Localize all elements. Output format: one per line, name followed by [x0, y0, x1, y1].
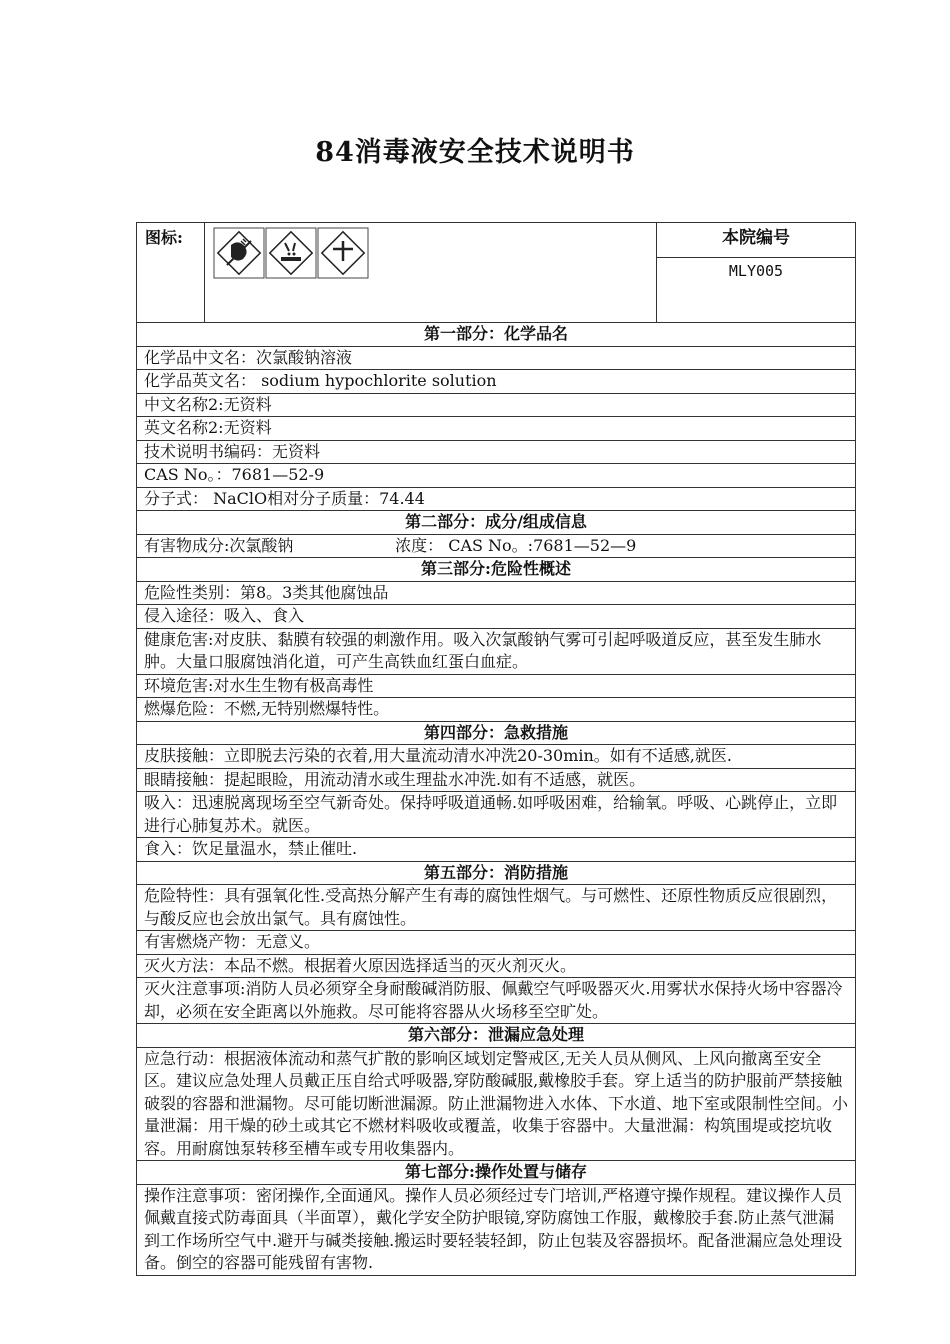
section-row: 健康危害:对皮肤、黏膜有较强的刺激作用。吸入次氯酸钠气雾可引起呼吸道反应，甚至发生肺水肿。大量口服腐蚀消化道，可产生高铁血红蛋白血症。 [137, 629, 855, 675]
section-heading: 第四部分：急救措施 [137, 722, 855, 746]
section-row: 灭火注意事项:消防人员必须穿全身耐酸碱消防服、佩戴空气呼吸器灭火.用雾状水保持火场中容器冷却，必须在安全距离以外施救。尽可能将容器从火场移至空旷处。 [137, 978, 855, 1024]
section-heading: 第六部分：泄漏应急处理 [137, 1024, 855, 1048]
section-heading: 第七部分:操作处置与储存 [137, 1161, 855, 1185]
section-row: 吸入：迅速脱离现场至空气新奇处。保持呼吸道通畅.如呼吸困难，给输氧。呼吸、心跳停止，立即进行心肺复苏术。就医。 [137, 792, 855, 838]
code-title: 本院编号 [657, 223, 855, 258]
section-row: 英文名称2:无资料 [137, 417, 855, 441]
section-row: 应急行动：根据液体流动和蒸气扩散的影响区域划定警戒区,无关人员从侧风、上风向撤离至安全区。建议应急处理人员戴正压自给式呼吸器,穿防酸碱服,戴橡胶手套。穿上适当的防护服前严禁接触破裂的容器和泄漏物。尽可能切断泄漏源。防止泄漏物进入水体、下水道、地下室或限制性空间。小量泄漏：用干燥的砂土或其它不燃材料吸收或覆盖，收集于容器中。大量泄漏：构筑围堤或挖坑收容。用耐腐蚀泵转移至槽车或专用收集器内。 [137, 1048, 855, 1162]
section-row: 环境危害:对水生生物有极高毒性 [137, 675, 855, 699]
section-row: 危险特性：具有强氧化性.受高热分解产生有毒的腐蚀性烟气。与可燃性、还原性物质反应很剧烈，与酸反应也会放出氯气。具有腐蚀性。 [137, 885, 855, 931]
no-ingestion-icon [213, 227, 265, 279]
section-row: 眼睛接触：提起眼睑，用流动清水或生理盐水冲洗.如有不适感，就医。 [137, 769, 855, 793]
section-row: CAS No。：7681—52-9 [137, 464, 855, 488]
section-row: 危险性类别：第8。3类其他腐蚀品 [137, 582, 855, 606]
sections-body [137, 323, 855, 1275]
code-value: MLY005 [728, 262, 784, 280]
section-row: 有害燃烧产物：无意义。 [137, 931, 855, 955]
msds-table [136, 222, 856, 1276]
section-heading: 第二部分：成分/组成信息 [137, 511, 855, 535]
section-row: 灭火方法：本品不燃。根据着火原因选择适当的灭火剂灭火。 [137, 955, 855, 979]
section-row: 有害物成分:次氯酸钠 浓度： CAS No。:7681—52—9 [137, 535, 855, 559]
section-row: 操作注意事项：密闭操作,全面通风。操作人员必须经过专门培训,严格遵守操作规程。建议操作人员佩戴直接式防毒面具（半面罩），戴化学安全防护眼镜,穿防腐蚀工作服，戴橡胶手套.防止蒸气泄漏到工作场所空气中.避开与碱类接触.搬运时要轻装轻卸，防止包装及容器损坏。配备泄漏应急处理设备。倒空的容器可能残留有害物. [144, 1185, 843, 1272]
section-row: 中文名称2:无资料 [137, 394, 855, 418]
pictogram-cell [205, 223, 657, 322]
icon-label: 图标: [137, 223, 205, 322]
section-heading: 第一部分：化学品名 [137, 323, 855, 347]
section-row: 化学品英文名： sodium hypochlorite solution [137, 370, 855, 394]
section-row: 分子式： NaClO相对分子质量：74.44 [137, 488, 855, 512]
header-row [137, 223, 855, 323]
section-row: 食入：饮足量温水，禁止催吐. [137, 838, 855, 862]
section-heading: 第三部分:危险性概述 [137, 558, 855, 582]
section-row: 皮肤接触：立即脱去污染的衣着,用大量流动清水冲洗20-30min。如有不适感,就医. [137, 745, 855, 769]
document-title: 84消毒液安全技术说明书 [315, 137, 635, 168]
code-cell [657, 223, 855, 322]
section-row: 技术说明书编码：无资料 [137, 441, 855, 465]
section-heading: 第五部分：消防措施 [137, 862, 855, 886]
corrosive-icon [265, 227, 317, 279]
irritant-icon [317, 227, 369, 279]
section-row: 化学品中文名：次氯酸钠溶液 [137, 347, 855, 371]
section-row: 侵入途径：吸入、食入 [137, 605, 855, 629]
section-row: 燃爆危险：不燃,无特别燃爆特性。 [137, 698, 855, 722]
